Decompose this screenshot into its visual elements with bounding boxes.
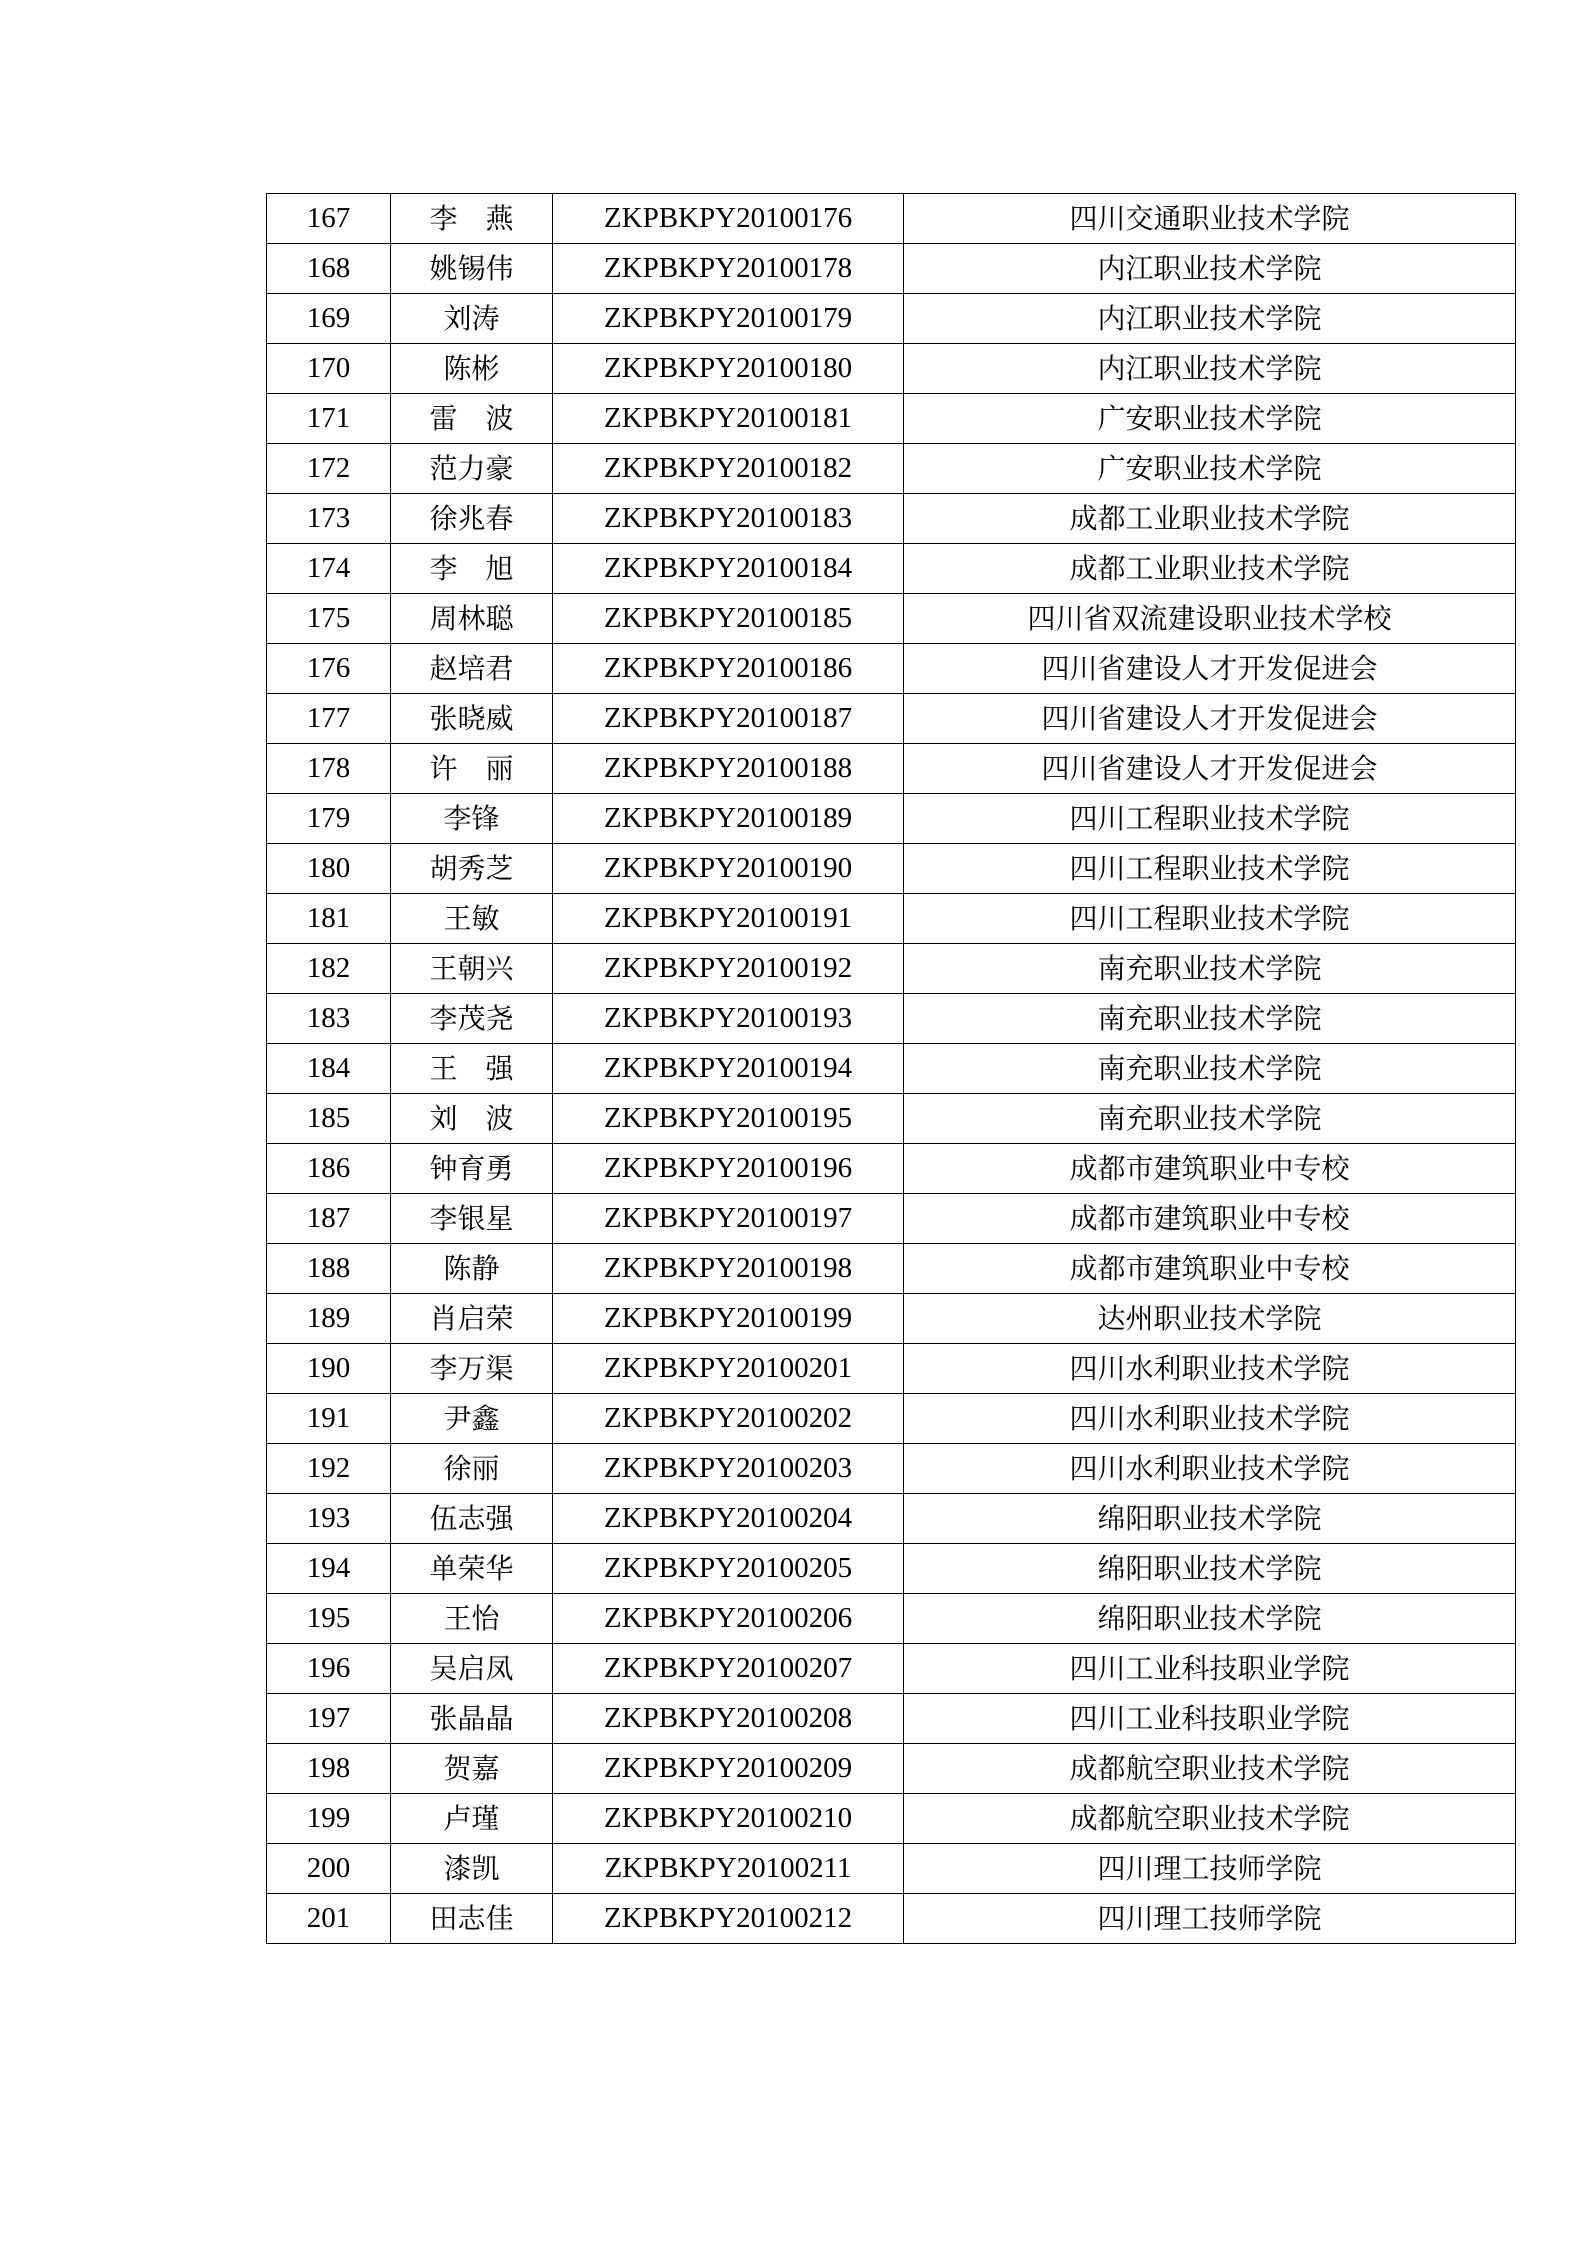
certificate-code-cell: ZKPBKPY20100211 [553, 1844, 904, 1894]
row-number-cell: 195 [267, 1594, 391, 1644]
organization-cell: 四川工业科技职业学院 [904, 1644, 1516, 1694]
person-name-cell: 刘涛 [391, 294, 553, 344]
row-number-cell: 194 [267, 1544, 391, 1594]
row-number-cell: 196 [267, 1644, 391, 1694]
organization-cell: 成都航空职业技术学院 [904, 1794, 1516, 1844]
table-row [267, 1594, 1516, 1644]
table-row [267, 244, 1516, 294]
person-name-cell: 张晓威 [391, 694, 553, 744]
organization-cell: 四川工业科技职业学院 [904, 1694, 1516, 1744]
certificate-code-cell: ZKPBKPY20100209 [553, 1744, 904, 1794]
row-number-cell: 168 [267, 244, 391, 294]
table-row [267, 944, 1516, 994]
certificate-code-cell: ZKPBKPY20100185 [553, 594, 904, 644]
row-number-cell: 177 [267, 694, 391, 744]
certificate-code-cell: ZKPBKPY20100210 [553, 1794, 904, 1844]
organization-cell: 内江职业技术学院 [904, 244, 1516, 294]
organization-cell: 成都工业职业技术学院 [904, 494, 1516, 544]
table-row [267, 1294, 1516, 1344]
table-row [267, 1894, 1516, 1944]
organization-cell: 南充职业技术学院 [904, 1094, 1516, 1144]
row-number-cell: 175 [267, 594, 391, 644]
table-row [267, 644, 1516, 694]
person-name-cell: 张晶晶 [391, 1694, 553, 1744]
certificate-code-cell: ZKPBKPY20100191 [553, 894, 904, 944]
row-number-cell: 178 [267, 744, 391, 794]
certificate-code-cell: ZKPBKPY20100195 [553, 1094, 904, 1144]
roster-table [266, 193, 1516, 1944]
certificate-code-cell: ZKPBKPY20100192 [553, 944, 904, 994]
organization-cell: 成都市建筑职业中专校 [904, 1144, 1516, 1194]
certificate-code-cell: ZKPBKPY20100199 [553, 1294, 904, 1344]
organization-cell: 四川水利职业技术学院 [904, 1444, 1516, 1494]
person-name-cell: 范力豪 [391, 444, 553, 494]
table-row [267, 594, 1516, 644]
certificate-code-cell: ZKPBKPY20100205 [553, 1544, 904, 1594]
row-number-cell: 200 [267, 1844, 391, 1894]
row-number-cell: 169 [267, 294, 391, 344]
person-name-cell: 李银星 [391, 1194, 553, 1244]
row-number-cell: 182 [267, 944, 391, 994]
table-row [267, 744, 1516, 794]
row-number-cell: 197 [267, 1694, 391, 1744]
person-name-cell: 王敏 [391, 894, 553, 944]
table-row [267, 1494, 1516, 1544]
row-number-cell: 186 [267, 1144, 391, 1194]
person-name-cell: 李 燕 [391, 194, 553, 244]
table-row [267, 1144, 1516, 1194]
row-number-cell: 167 [267, 194, 391, 244]
table-row [267, 344, 1516, 394]
certificate-code-cell: ZKPBKPY20100179 [553, 294, 904, 344]
organization-cell: 南充职业技术学院 [904, 944, 1516, 994]
row-number-cell: 184 [267, 1044, 391, 1094]
certificate-code-cell: ZKPBKPY20100186 [553, 644, 904, 694]
person-name-cell: 肖启荣 [391, 1294, 553, 1344]
table-row [267, 794, 1516, 844]
organization-cell: 成都航空职业技术学院 [904, 1744, 1516, 1794]
table-row [267, 1794, 1516, 1844]
table-row [267, 1744, 1516, 1794]
row-number-cell: 188 [267, 1244, 391, 1294]
row-number-cell: 183 [267, 994, 391, 1044]
certificate-code-cell: ZKPBKPY20100187 [553, 694, 904, 744]
row-number-cell: 173 [267, 494, 391, 544]
organization-cell: 四川工程职业技术学院 [904, 794, 1516, 844]
person-name-cell: 徐兆春 [391, 494, 553, 544]
organization-cell: 成都市建筑职业中专校 [904, 1244, 1516, 1294]
certificate-code-cell: ZKPBKPY20100198 [553, 1244, 904, 1294]
organization-cell: 四川理工技师学院 [904, 1844, 1516, 1894]
person-name-cell: 周林聪 [391, 594, 553, 644]
person-name-cell: 伍志强 [391, 1494, 553, 1544]
certificate-code-cell: ZKPBKPY20100206 [553, 1594, 904, 1644]
row-number-cell: 187 [267, 1194, 391, 1244]
row-number-cell: 192 [267, 1444, 391, 1494]
certificate-code-cell: ZKPBKPY20100182 [553, 444, 904, 494]
organization-cell: 四川工程职业技术学院 [904, 894, 1516, 944]
certificate-code-cell: ZKPBKPY20100212 [553, 1894, 904, 1944]
person-name-cell: 许 丽 [391, 744, 553, 794]
row-number-cell: 198 [267, 1744, 391, 1794]
table-row [267, 894, 1516, 944]
person-name-cell: 贺嘉 [391, 1744, 553, 1794]
person-name-cell: 雷 波 [391, 394, 553, 444]
table-row [267, 1844, 1516, 1894]
table-row [267, 1444, 1516, 1494]
person-name-cell: 刘 波 [391, 1094, 553, 1144]
certificate-code-cell: ZKPBKPY20100203 [553, 1444, 904, 1494]
person-name-cell: 李 旭 [391, 544, 553, 594]
certificate-code-cell: ZKPBKPY20100196 [553, 1144, 904, 1194]
row-number-cell: 185 [267, 1094, 391, 1144]
certificate-code-cell: ZKPBKPY20100194 [553, 1044, 904, 1094]
organization-cell: 四川理工技师学院 [904, 1894, 1516, 1944]
person-name-cell: 尹鑫 [391, 1394, 553, 1444]
organization-cell: 广安职业技术学院 [904, 394, 1516, 444]
organization-cell: 四川省建设人才开发促进会 [904, 744, 1516, 794]
organization-cell: 南充职业技术学院 [904, 994, 1516, 1044]
row-number-cell: 180 [267, 844, 391, 894]
organization-cell: 广安职业技术学院 [904, 444, 1516, 494]
row-number-cell: 189 [267, 1294, 391, 1344]
row-number-cell: 176 [267, 644, 391, 694]
person-name-cell: 徐丽 [391, 1444, 553, 1494]
person-name-cell: 李万渠 [391, 1344, 553, 1394]
roster-body [267, 194, 1516, 1944]
person-name-cell: 卢瑾 [391, 1794, 553, 1844]
person-name-cell: 吴启凤 [391, 1644, 553, 1694]
certificate-code-cell: ZKPBKPY20100190 [553, 844, 904, 894]
table-row [267, 1244, 1516, 1294]
certificate-code-cell: ZKPBKPY20100202 [553, 1394, 904, 1444]
row-number-cell: 172 [267, 444, 391, 494]
person-name-cell: 单荣华 [391, 1544, 553, 1594]
row-number-cell: 190 [267, 1344, 391, 1394]
organization-cell: 四川交通职业技术学院 [904, 194, 1516, 244]
row-number-cell: 174 [267, 544, 391, 594]
organization-cell: 四川省双流建设职业技术学校 [904, 594, 1516, 644]
person-name-cell: 漆凯 [391, 1844, 553, 1894]
organization-cell: 绵阳职业技术学院 [904, 1544, 1516, 1594]
certificate-code-cell: ZKPBKPY20100183 [553, 494, 904, 544]
organization-cell: 内江职业技术学院 [904, 294, 1516, 344]
organization-cell: 成都工业职业技术学院 [904, 544, 1516, 594]
certificate-code-cell: ZKPBKPY20100207 [553, 1644, 904, 1694]
organization-cell: 四川水利职业技术学院 [904, 1344, 1516, 1394]
table-row [267, 1094, 1516, 1144]
organization-cell: 四川省建设人才开发促进会 [904, 694, 1516, 744]
row-number-cell: 199 [267, 1794, 391, 1844]
table-row [267, 444, 1516, 494]
person-name-cell: 胡秀芝 [391, 844, 553, 894]
certificate-code-cell: ZKPBKPY20100176 [553, 194, 904, 244]
row-number-cell: 191 [267, 1394, 391, 1444]
organization-cell: 绵阳职业技术学院 [904, 1594, 1516, 1644]
table-row [267, 194, 1516, 244]
row-number-cell: 179 [267, 794, 391, 844]
certificate-code-cell: ZKPBKPY20100180 [553, 344, 904, 394]
organization-cell: 成都市建筑职业中专校 [904, 1194, 1516, 1244]
row-number-cell: 181 [267, 894, 391, 944]
certificate-code-cell: ZKPBKPY20100188 [553, 744, 904, 794]
certificate-code-cell: ZKPBKPY20100184 [553, 544, 904, 594]
table-row [267, 994, 1516, 1044]
person-name-cell: 田志佳 [391, 1894, 553, 1944]
table-row [267, 1694, 1516, 1744]
certificate-code-cell: ZKPBKPY20100189 [553, 794, 904, 844]
organization-cell: 四川工程职业技术学院 [904, 844, 1516, 894]
person-name-cell: 李茂尧 [391, 994, 553, 1044]
person-name-cell: 李锋 [391, 794, 553, 844]
organization-cell: 绵阳职业技术学院 [904, 1494, 1516, 1544]
row-number-cell: 170 [267, 344, 391, 394]
certificate-code-cell: ZKPBKPY20100204 [553, 1494, 904, 1544]
table-row [267, 1394, 1516, 1444]
certificate-code-cell: ZKPBKPY20100178 [553, 244, 904, 294]
table-row [267, 494, 1516, 544]
row-number-cell: 171 [267, 394, 391, 444]
table-row [267, 394, 1516, 444]
table-row [267, 1644, 1516, 1694]
certificate-code-cell: ZKPBKPY20100208 [553, 1694, 904, 1744]
person-name-cell: 王朝兴 [391, 944, 553, 994]
table-row [267, 1344, 1516, 1394]
table-row [267, 1044, 1516, 1094]
table-row [267, 294, 1516, 344]
person-name-cell: 钟育勇 [391, 1144, 553, 1194]
person-name-cell: 陈彬 [391, 344, 553, 394]
person-name-cell: 赵培君 [391, 644, 553, 694]
certificate-code-cell: ZKPBKPY20100181 [553, 394, 904, 444]
person-name-cell: 姚锡伟 [391, 244, 553, 294]
certificate-code-cell: ZKPBKPY20100201 [553, 1344, 904, 1394]
organization-cell: 四川省建设人才开发促进会 [904, 644, 1516, 694]
table-row [267, 694, 1516, 744]
certificate-code-cell: ZKPBKPY20100193 [553, 994, 904, 1044]
table-row [267, 1544, 1516, 1594]
row-number-cell: 201 [267, 1894, 391, 1944]
person-name-cell: 王怡 [391, 1594, 553, 1644]
person-name-cell: 陈静 [391, 1244, 553, 1294]
organization-cell: 达州职业技术学院 [904, 1294, 1516, 1344]
table-row [267, 1194, 1516, 1244]
table-row [267, 844, 1516, 894]
organization-cell: 南充职业技术学院 [904, 1044, 1516, 1094]
organization-cell: 内江职业技术学院 [904, 344, 1516, 394]
person-name-cell: 王 强 [391, 1044, 553, 1094]
certificate-code-cell: ZKPBKPY20100197 [553, 1194, 904, 1244]
row-number-cell: 193 [267, 1494, 391, 1544]
table-row [267, 544, 1516, 594]
organization-cell: 四川水利职业技术学院 [904, 1394, 1516, 1444]
